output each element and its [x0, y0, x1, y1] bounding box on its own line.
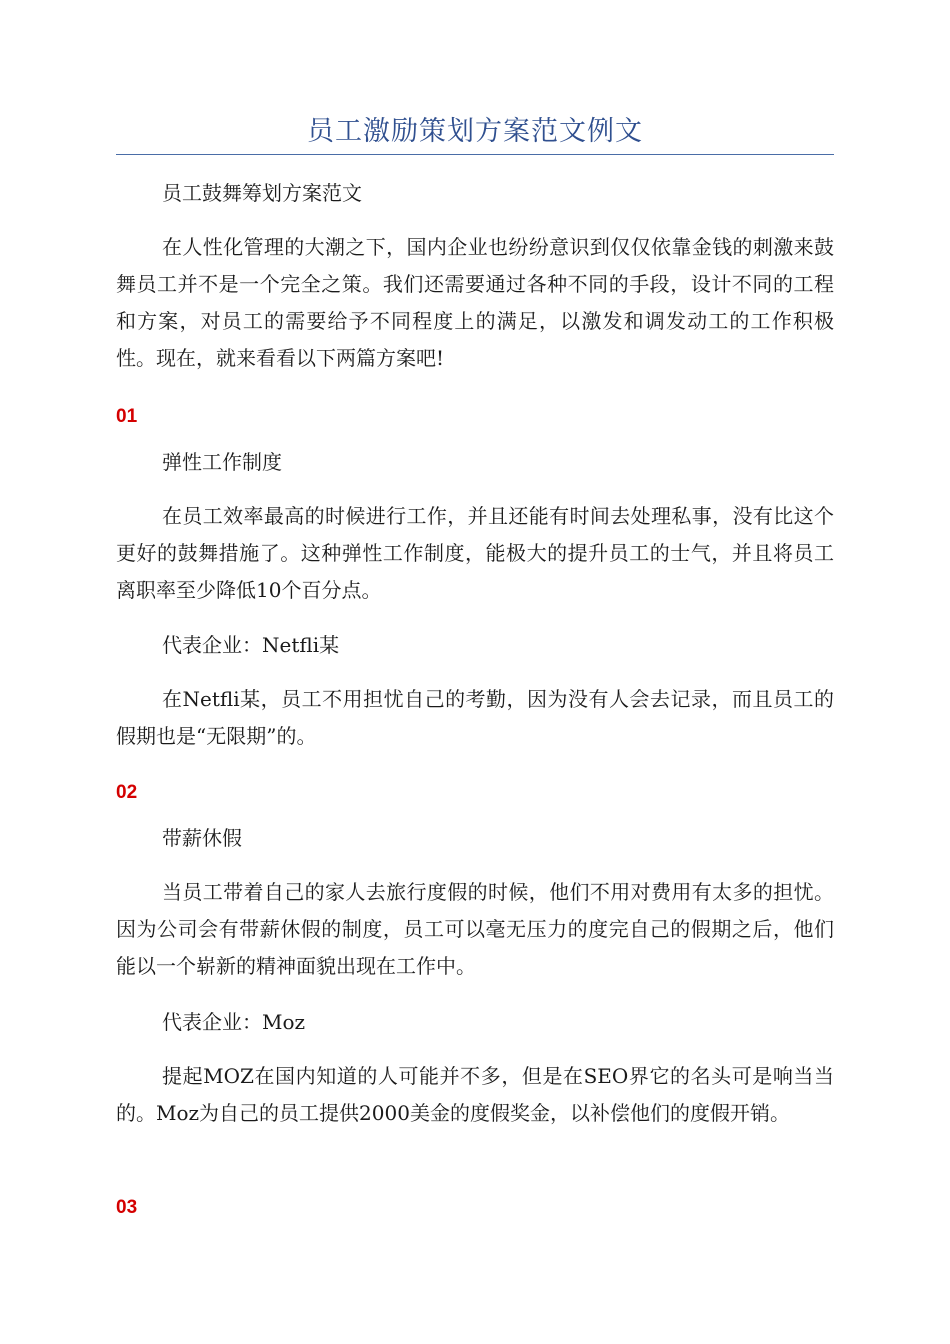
section-heading-02: 带薪休假 — [162, 826, 242, 850]
document-title: 员工激励策划方案范文例文 — [307, 116, 643, 147]
document-subtitle: 员工鼓舞筹划方案范文 — [162, 181, 362, 205]
section-number-01: 01 — [116, 406, 138, 427]
section-heading-01: 弹性工作制度 — [162, 450, 282, 474]
section-body-02: 当员工带着自己的家人去旅行度假的时候，他们不用对费用有太多的担忧。因为公司会有带薪休假的制度，员工可以毫无压力的度完自己的假期之后，他们能以一个崭新的精神面貌出现在工作中。 — [116, 880, 834, 978]
title-underline — [116, 154, 834, 155]
section-company-01: 代表企业：Netfli某 — [162, 633, 340, 657]
section-number-02: 02 — [116, 782, 138, 803]
section-company-body-01: 在Netfli某，员工不用担忧自己的考勤，因为没有人会去记录，而且员工的假期也是“无限期”的。 — [116, 687, 834, 748]
section-number-03: 03 — [116, 1197, 138, 1218]
intro-paragraph: 在人性化管理的大潮之下，国内企业也纷纷意识到仅仅依靠金钱的刺激来鼓舞员工并不是一个完全之策。我们还需要通过各种不同的手段，设计不同的工程和方案，对员工的需要给予不同程度上的满足，以激发和调发动工的工作积极性。现在，就来看看以下两篇方案吧! — [116, 235, 834, 370]
section-company-body-02: 提起MOZ在国内知道的人可能并不多，但是在SEO界它的名头可是响当当的。Moz为自己的员工提供2000美金的度假奖金，以补偿他们的度假开销。 — [116, 1064, 834, 1125]
section-company-02: 代表企业：Moz — [162, 1010, 306, 1034]
section-body-01: 在员工效率最高的时候进行工作，并且还能有时间去处理私事，没有比这个更好的鼓舞措施了。这种弹性工作制度，能极大的提升员工的士气，并且将员工离职率至少降低10个百分点。 — [116, 504, 834, 602]
